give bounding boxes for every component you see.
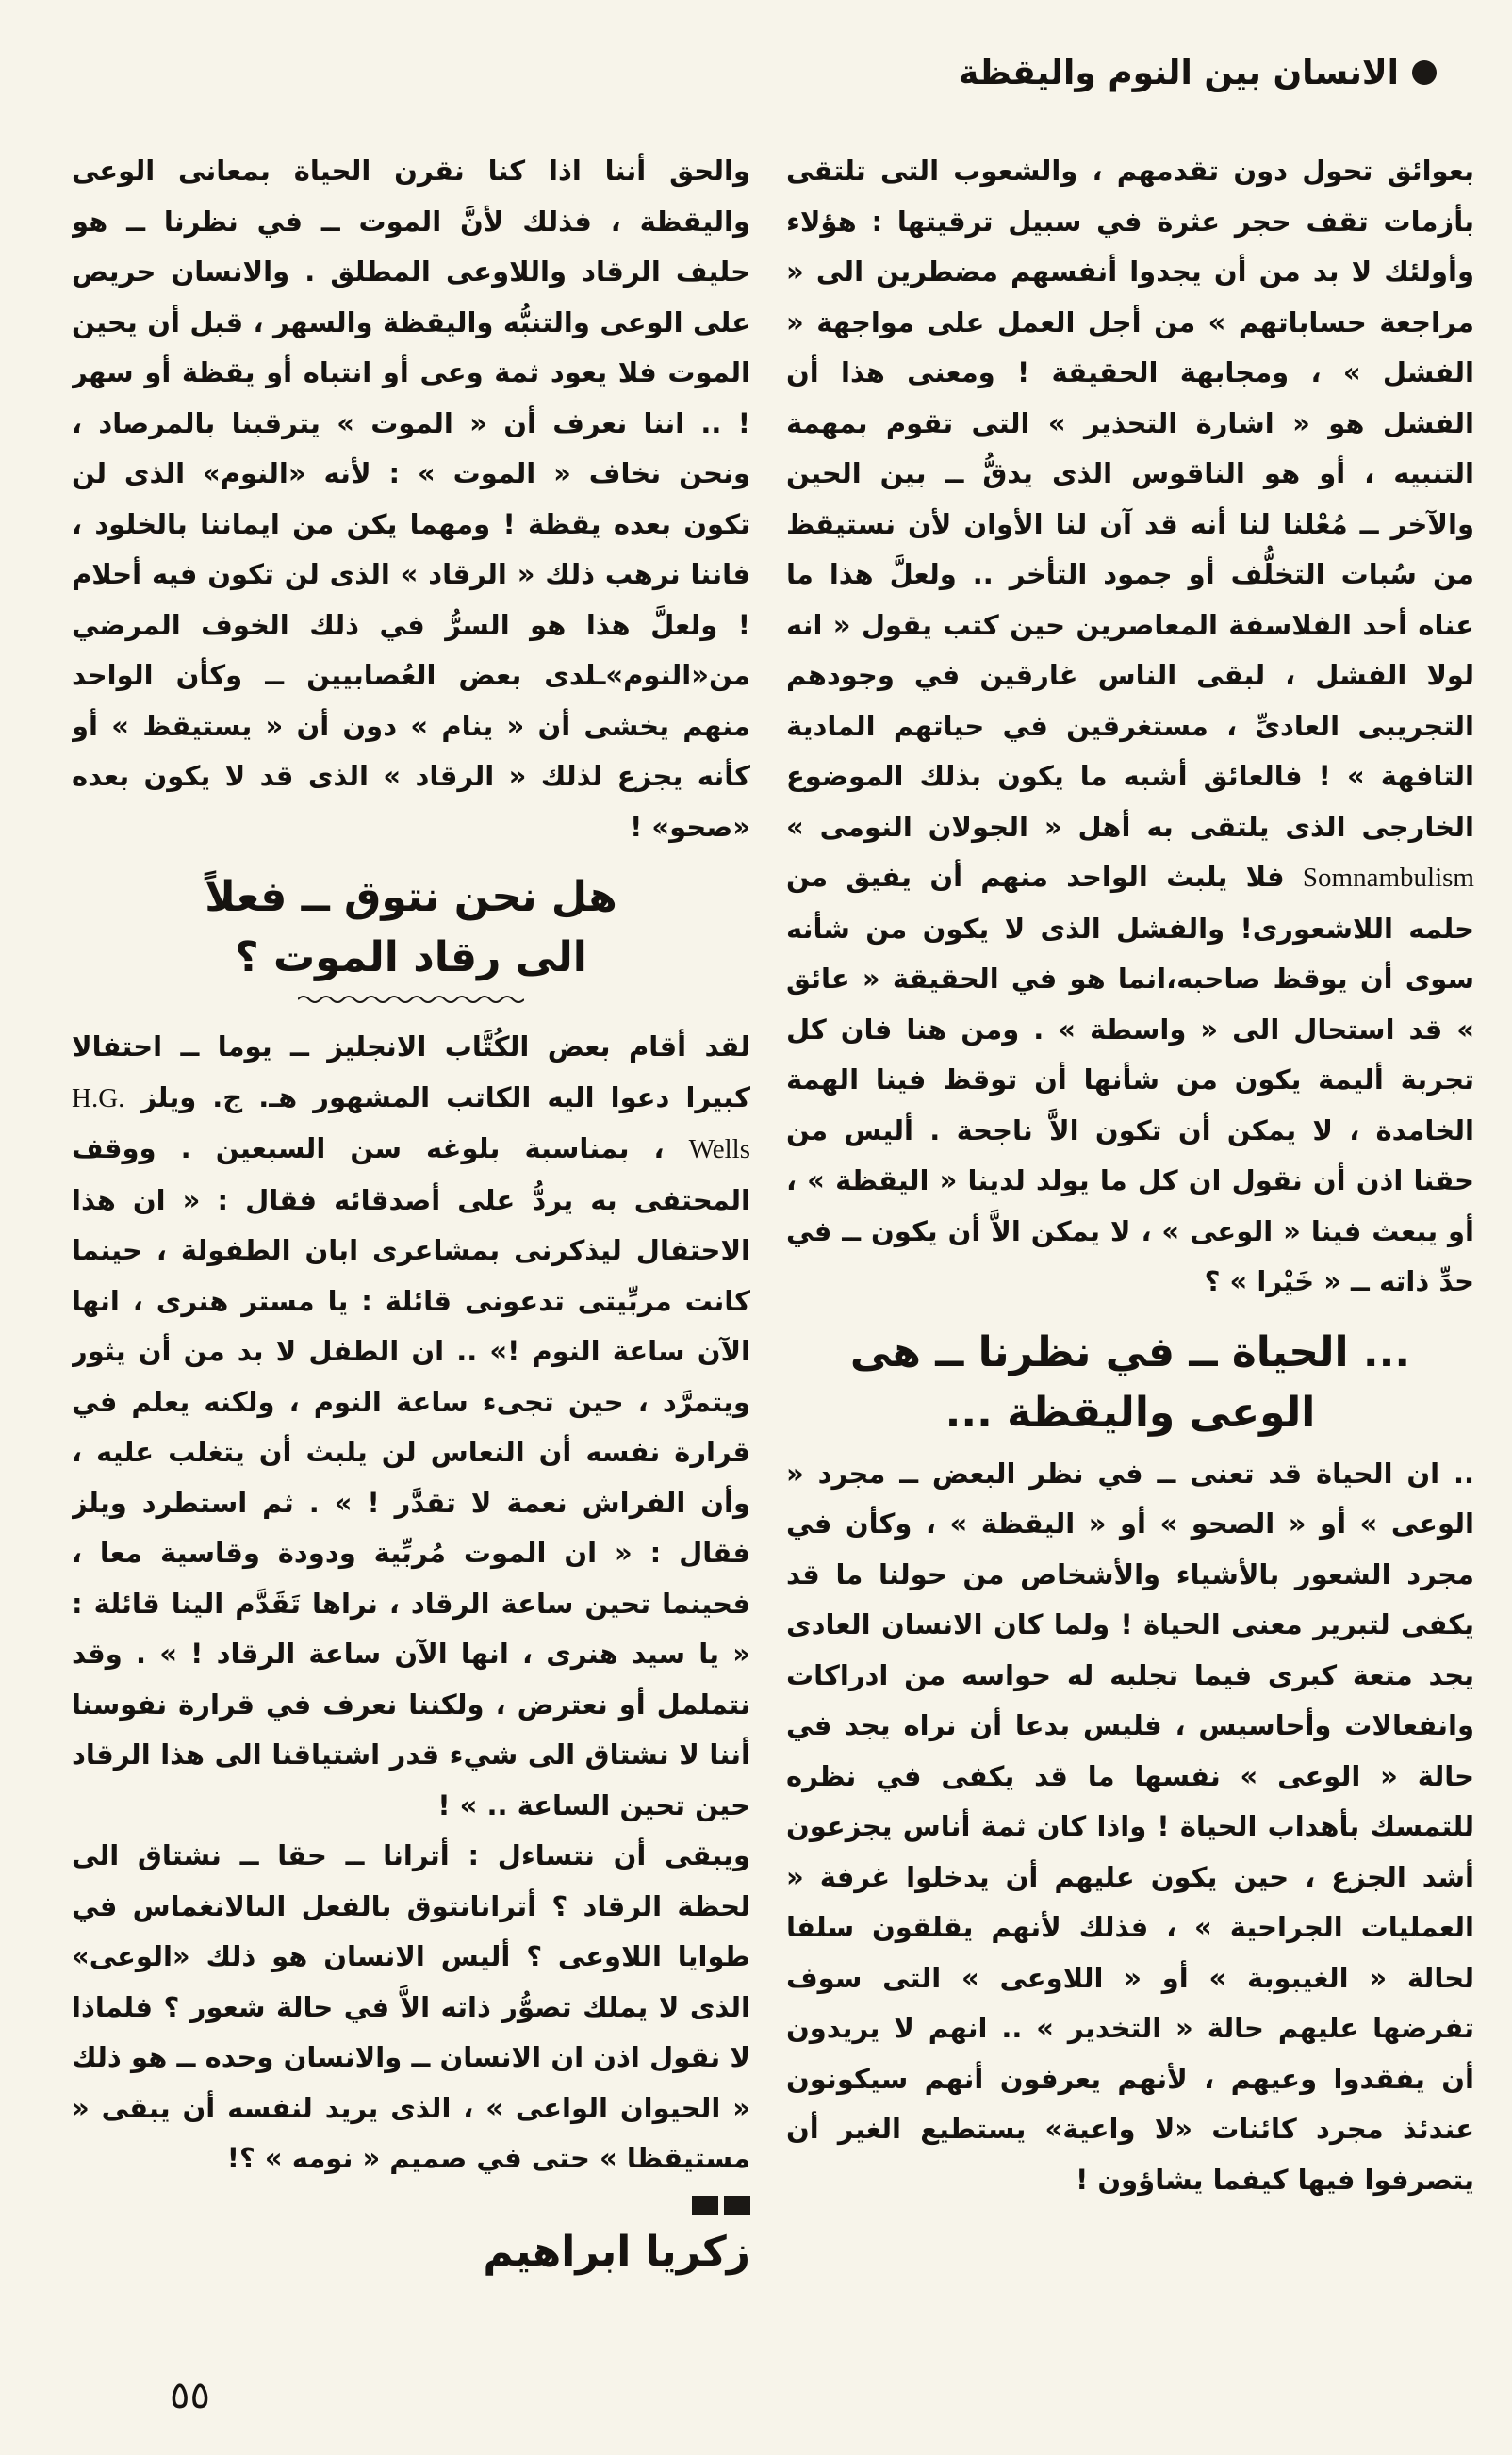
- wavy-rule: [298, 994, 524, 1005]
- paragraph: والحق أننا اذا كنا نقرن الحياة بمعانى الوعى واليقظة ، فذلك لأنَّ الموت ــ في نظرنا ــ هو حليف الرقاد واللاوعى المطلق . والانسان حريص على الوعى والتنبُّه واليقظة والسهر ، قبل أن يحين الموت فلا يعود ثمة وعى أو انتباه أو يقظة أو سهر ! .. اننا نعرف أن « الموت » يترقبنا بالمرصاد ، ونحن نخاف « الموت » : لأنه «النوم» الذى لن تكون بعده يقظة ! ومهما يكن من ايماننا بالخلود ، فاننا نرهب ذلك « الرقاد » الذى لن تكون فيه أحلام ! ولعلَّ هذا هو السرُّ في ذلك الخوف المرضي من«النوم»ـلدى بعض العُصابيين ــ وكأن الواحد منهم يخشى أن « ينام » دون أن « يستيقظ » أو كأنه يجزع لذلك « الرقاد » الذى قد لا يكون بعده «صحو» !: [72, 155, 750, 843]
- latin-term: Somnambulism: [1302, 863, 1474, 893]
- running-head: [75, 49, 1437, 96]
- paragraph: [72, 1022, 750, 1831]
- end-mark-icon: [692, 2196, 750, 2215]
- paragraph: .. ان الحياة قد تعنى ــ في نظر البعض ــ مجرد « الوعى » أو « الصحو » أو « اليقظة » ، وكأن في مجرد الشعور بالأشياء والأشخاص من حولنا ما قد يكفى لتبرير معنى الحياة ! ولما كان الانسان العادى يجد متعة كبرى فيما تجلبه له حواسه من ادراكات وانفعالات وأحاسيس ، فليس بدعا أن نراه يجد في حالة « الوعى » نفسها ما قد يكفى في نظره للتمسك بأهداب الحياة ! واذا كان ثمة أناس يجزعون أشد الجزع ، حين يكون عليهم أن يدخلوا غرفة « العمليات الجراحية » ، فذلك لأنهم يقلقون سلفا لحالة « الغيبوبة » أو « اللاوعى » التى سوف تفرضها عليهم حالة « التخدير » .. انهم لا يريدون أن يفقدوا وعيهم ، لأنهم يعرفون أنهم سيكونون عندئذ مجرد كائنات «لا واعية» يستطيع الغير أن يتصرفوا فيها كيفما يشاؤون !: [786, 1457, 1474, 2196]
- heading-line-1: هل نحن نتوق ــ فعلاً: [205, 873, 617, 921]
- heading-line-2: الى رقاد الموت ؟: [235, 933, 587, 981]
- signature-block: [72, 2192, 750, 2281]
- section-heading: [72, 867, 750, 988]
- author-name: زكريا ابراهيم: [483, 2227, 750, 2276]
- right-column: [786, 146, 1474, 2343]
- paragraph-text: بعوائق تحول دون تقدمهم ، والشعوب التى تلتقى بأزمات تقف حجر عثرة في سبيل ترقيتها : هؤلاء وأولئك لا بد من أن يجدوا أنفسهم مضطرين الى « مراجعة حساباتهم » من أجل العمل على مواجهة « الفشل » ، ومجابهة الحقيقة ! ومعنى هذا أن الفشل هو « اشارة التحذير » التى تقوم بمهمة التنبيه ، أو هو الناقوس الذى يدقُّ ــ بين الحين والآخر ــ مُعْلنا لنا أنه قد آن لنا الأوان لأن نستيقظ من سُبات التخلُّف أو جمود التأخر .. ولعلَّ هذا ما عناه أحد الفلاسفة المعاصرين حين كتب يقول « انه لولا الفشل ، لبقى الناس غارقين في وجودهم التجريبى العادىِّ ، مستغرقين في حياتهم المادية التافهة » ! فالعائق أشبه ما يكون بذلك الموضوع الخارجى الذى يلتقى به أهل « الجولان النومى »: [786, 155, 1474, 843]
- paragraph-text: ، بمناسبة بلوغه سن السبعين . ووقف المحتفى به يردُّ على أصدقائه فقال : « ان هذا الاحتفال ليذكرنى بمشاعرى ابان الطفولة ، حينما كانت مربِّيتى تدعونى قائلة : يا مستر هنرى ، انها الآن ساعة النوم !» .. ان الطفل لا بد من أن يثور ويتمرَّد ، حين تجىء ساعة النوم ، ولكنه يعلم في قرارة نفسه أن النعاس لن يلبث أن يتغلب عليه ، وأن الفراش نعمة لا تقدَّر ! » . ثم استطرد ويلز فقال : « ان الموت مُربِّية ودودة وقاسية معا ، فحينما تحين ساعة الرقاد ، نراها تَقَدَّم الينا قائلة : « يا سيد هنرى ، انها الآن ساعة الرقاد ! » . وقد نتململ أو نعترض ، ولكننا نعرف في قرارة نفوسنا أننا لا نشتاق الى شيء قدر اشتياقنا الى هذا الرقاد حين تحين الساعة .. » !: [72, 1132, 750, 1821]
- paragraph-text: لقد أقام بعض الكُتَّاب الانجليز ــ يوما ــ احتفالا كبيرا دعوا اليه الكاتب المشهور هـ. ج. ويلز: [72, 1030, 750, 1113]
- bullet-icon: [1412, 60, 1437, 85]
- section-heading: ... الحياة ــ في نظرنا ــ هى الوعى واليقظة ...: [849, 1327, 1411, 1437]
- paragraph: [786, 146, 1474, 1308]
- latin-term: H.G. Wells: [72, 1082, 750, 1164]
- running-head-title: الانسان بين النوم واليقظة: [959, 53, 1399, 92]
- paragraph-text: فلا يلبث الواحد منهم أن يفيق من حلمه اللاشعورى! والفشل الذى لا يكون من شأنه سوى أن يوقظ صاحبه،انما هو في الحقيقة « عائق » قد استحال الى « واسطة » . ومن هنا فان كل تجربة أليمة يكون من شأنها أن توقظ فينا الهمة الخامدة ، لا يمكن أن تكون الاَّ ناجحة . أليس من حقنا اذن أن نقول ان كل ما يولد لدينا « اليقظة » ، أو يبعث فينا « الوعى » ، لا يمكن الاَّ أن يكون ــ في حدِّ ذاته ــ « خَيْرا » ؟: [786, 861, 1474, 1297]
- left-column: [72, 146, 750, 2343]
- paragraph: ويبقى أن نتساءل : أترانا ــ حقا ــ نشتاق الى لحظة الرقاد ؟ أترانانتوق بالفعل الىالانغماس في طوايا اللاوعى ؟ أليس الانسان هو ذلك «الوعى» الذى لا يملك تصوُّر ذاته الاَّ في حالة شعور ؟ فلماذا لا نقول اذن ان الانسان ــ والانسان وحده ــ هو ذلك « الحيوان الواعى » ، الذى يريد لنفسه أن يبقى « مستيقظا » حتى في صميم « نومه » ؟!: [72, 1839, 750, 2174]
- page-number: ٥٥: [170, 2374, 210, 2417]
